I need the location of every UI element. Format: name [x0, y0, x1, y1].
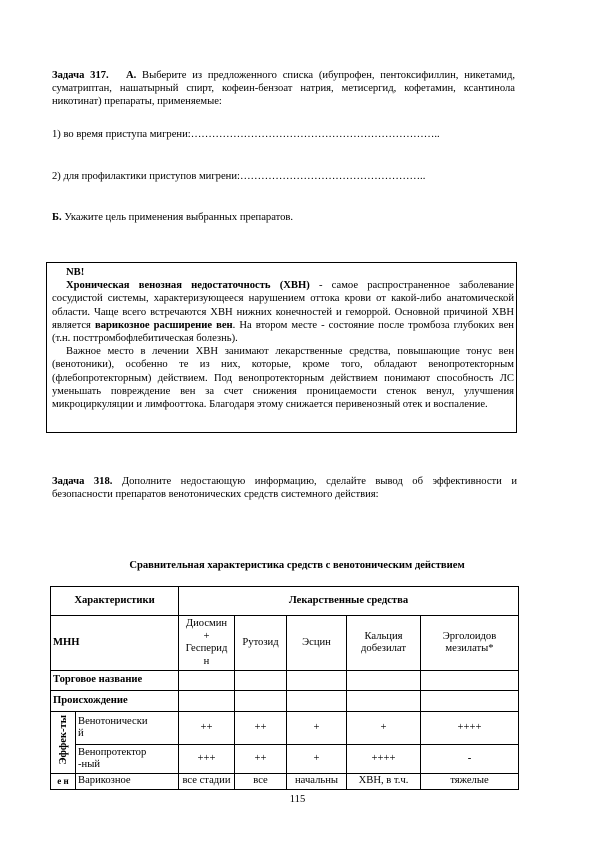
venotonic-line-1: Венотонически: [78, 715, 148, 727]
venoprotective-line-1: Венопротектор: [78, 746, 147, 758]
comparison-table: [50, 586, 519, 790]
varicose-value: тяжелые: [421, 774, 519, 790]
varicose-value: начальны: [287, 774, 347, 790]
drug-1-line-1: Диосмин: [185, 618, 228, 629]
nb-text-2: . На втором месте - состояние после тромбоза глубоких вен (т.н. посттромбофлебитическая болезнь).: [52, 319, 514, 345]
venotonic-value: +: [347, 712, 421, 745]
question-2: 2) для профилактики приступов мигрени:……………………………………………..: [52, 171, 426, 182]
task-318-body: Дополните недостающую информацию, сделайте вывод об эффективности и безопасности препаратов венотонических средств системного действия:: [52, 476, 517, 501]
task-317-body: Выберите из предложенного списка (ибупрофен, пентоксифиллин, никетамид, суматриптан, нашатырный спирт, кофеин-бензоат натрия, метисергид, кофетамин, ксантинола никотинат) препараты, применяемые:: [52, 70, 515, 108]
nb-term: Хроническая венозная недостаточность (ХВН): [66, 280, 310, 292]
trade-cell[interactable]: [235, 671, 287, 691]
table-row-venotonic: [51, 712, 519, 745]
nb-title: NB!: [66, 267, 85, 278]
task-317-part-b: [52, 211, 522, 224]
venoprotective-value: ++++: [347, 745, 421, 774]
task-318-text: [52, 475, 517, 501]
drug-4-name: Кальция добезилат: [361, 630, 406, 654]
trade-cell[interactable]: [347, 671, 421, 691]
trade-cell[interactable]: [179, 671, 235, 691]
table-row-mnn: [51, 616, 519, 671]
task-318-label: Задача 318.: [52, 476, 113, 487]
effects-label: Эффек-ты: [57, 715, 69, 766]
page-number: 115: [289, 794, 306, 805]
origin-cell[interactable]: [421, 691, 519, 712]
origin-cell[interactable]: [287, 691, 347, 712]
header-characteristics: Характеристики: [51, 587, 179, 616]
task-317-text: [52, 69, 515, 109]
venoprotective-value: ++: [235, 745, 287, 774]
header-drugs: Лекарственные средства: [179, 587, 519, 616]
table-row-venoprotective: [51, 745, 519, 774]
task-317-part-b-label: Б.: [52, 212, 62, 223]
venotonic-value: ++: [179, 712, 235, 745]
drug-5-name: Эрголоидов мезилаты*: [442, 630, 497, 654]
nb-paragraph-2: Важное место в лечении ХВН занимают лекарственные средства, повышающие тонус вен (венотоники), особенно те из них, которые, кроме того, обладают венопротекторным (флебопротекторным) действием. Под венопротекторным действием понимают способность ЛС уменьшать повреждение вен за счет снижения проницаемости стенок венул, улучшения микроциркуляции и лимфооттока. Благодаря этому снижается перивенозный отек и воспаление.: [52, 346, 514, 411]
trade-cell[interactable]: [421, 671, 519, 691]
venoprotective-value: +: [287, 745, 347, 774]
task-317-part-b-text: Укажите цель применения выбранных препаратов.: [64, 212, 294, 223]
drug-1-line-2: +: [203, 630, 210, 642]
task-317-part-a-label: А.: [125, 70, 137, 81]
venoprotective-value: -: [421, 745, 519, 774]
question-1: 1) во время приступа мигрени:……………………………………………………………..: [52, 129, 440, 140]
origin-cell[interactable]: [347, 691, 421, 712]
venotonic-line-2: й: [78, 728, 84, 739]
drug-cell-4: [347, 616, 421, 671]
table-row-origin: [51, 691, 519, 712]
nb-box: [46, 262, 517, 433]
venotonic-value: ++: [235, 712, 287, 745]
effects-label-cell: [51, 712, 76, 774]
drug-cell-2: Рутозид: [235, 616, 287, 671]
table-row-trade: [51, 671, 519, 691]
row-varicose-label: Варикозное: [76, 774, 179, 790]
nb-text-1: - самое распространенное заболевание сосудистой системы, характеризующееся нарушением оттока крови от какой-либо анатомической области. Чаще всего встречаются ХВН нижних конечностей и геморрой. Основной причиной ХВН является: [52, 280, 515, 331]
nb-paragraph-1: [52, 279, 514, 345]
trade-cell[interactable]: [287, 671, 347, 691]
row-venotonic-label: [76, 712, 179, 745]
table-row-varicose: [51, 774, 519, 790]
drug-cell-1: [179, 616, 235, 671]
row-venoprotective-label: [76, 745, 179, 774]
row-trade-label: Торговое название: [51, 671, 179, 691]
varicose-value: все: [235, 774, 287, 790]
task-317-label: Задача 317.: [52, 70, 109, 81]
origin-cell[interactable]: [179, 691, 235, 712]
drug-1-line-4: н: [203, 655, 210, 667]
venotonic-value: +: [287, 712, 347, 745]
venotonic-value: ++++: [421, 712, 519, 745]
venoprotective-line-2: -ный: [78, 759, 100, 770]
venoprotective-value: +++: [179, 745, 235, 774]
table-title: Сравнительная характеристика средств с венотоническим действием: [129, 560, 465, 571]
varicose-value: все стадии: [179, 774, 235, 790]
drug-cell-5: [421, 616, 519, 671]
row-mnn-label: МНН: [51, 616, 179, 671]
origin-cell[interactable]: [235, 691, 287, 712]
drug-cell-3: Эсцин: [287, 616, 347, 671]
drug-1-line-3: Гесперид: [185, 643, 228, 654]
table-header-row: [51, 587, 519, 616]
row-origin-label: Происхождение: [51, 691, 179, 712]
indication-label-cell: е н: [51, 774, 76, 790]
nb-varicose: варикозное расширение вен: [94, 319, 233, 331]
varicose-value: ХВН, в т.ч.: [347, 774, 421, 790]
